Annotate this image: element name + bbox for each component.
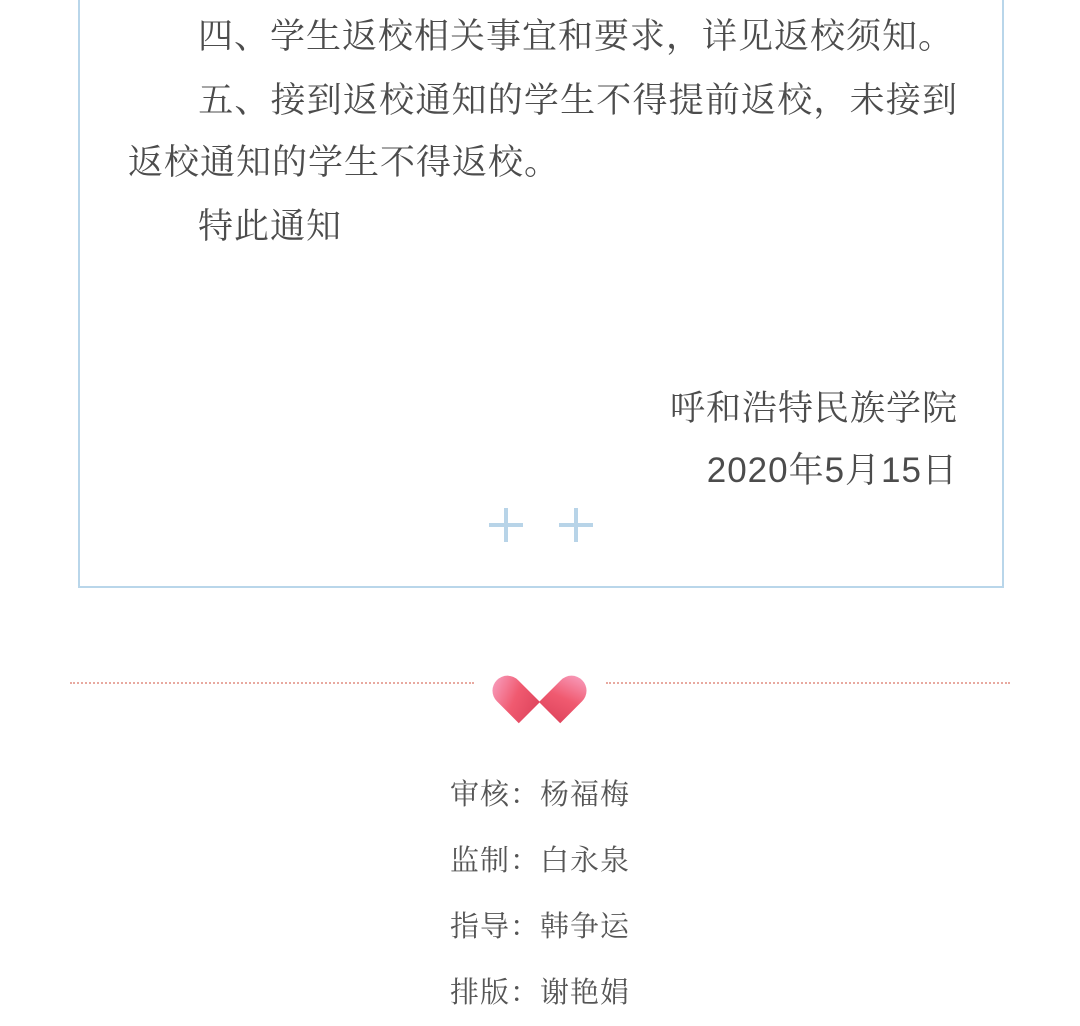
credits-block <box>0 762 1080 1026</box>
notice-closing-text: 特此通知 <box>198 207 343 246</box>
credit-layout: 排版：谢艳娟 <box>449 977 630 1009</box>
credit-supervisor: 监制：白永泉 <box>449 845 630 877</box>
notice-paragraph-4 <box>128 6 958 68</box>
section-divider <box>0 648 1080 718</box>
signature-block <box>398 378 958 502</box>
notice-body <box>128 6 958 260</box>
notice-card <box>78 0 1004 588</box>
plus-ornament-row <box>80 508 1002 542</box>
heart-shape <box>510 656 568 708</box>
divider-line-right <box>606 682 1010 684</box>
notice-paragraph-5 <box>128 70 958 194</box>
heart-icon <box>504 648 576 718</box>
signature-date: 2020年5月15日 <box>706 451 958 490</box>
notice-closing <box>128 196 958 258</box>
notice-paragraph-4-text: 四、学生返校相关事宜和要求，详见返校须知。 <box>198 17 955 56</box>
signature-organization: 呼和浩特民族学院 <box>669 389 958 428</box>
notice-paragraph-5-text: 五、接到返校通知的学生不得提前返校，未接到返校通知的学生不得返校。 <box>128 81 958 182</box>
plus-icon <box>489 508 523 542</box>
divider-line-left <box>70 682 474 684</box>
credit-reviewer: 审核：杨福梅 <box>449 779 630 811</box>
credit-advisor: 指导：韩争运 <box>449 911 630 943</box>
plus-icon <box>559 508 593 542</box>
